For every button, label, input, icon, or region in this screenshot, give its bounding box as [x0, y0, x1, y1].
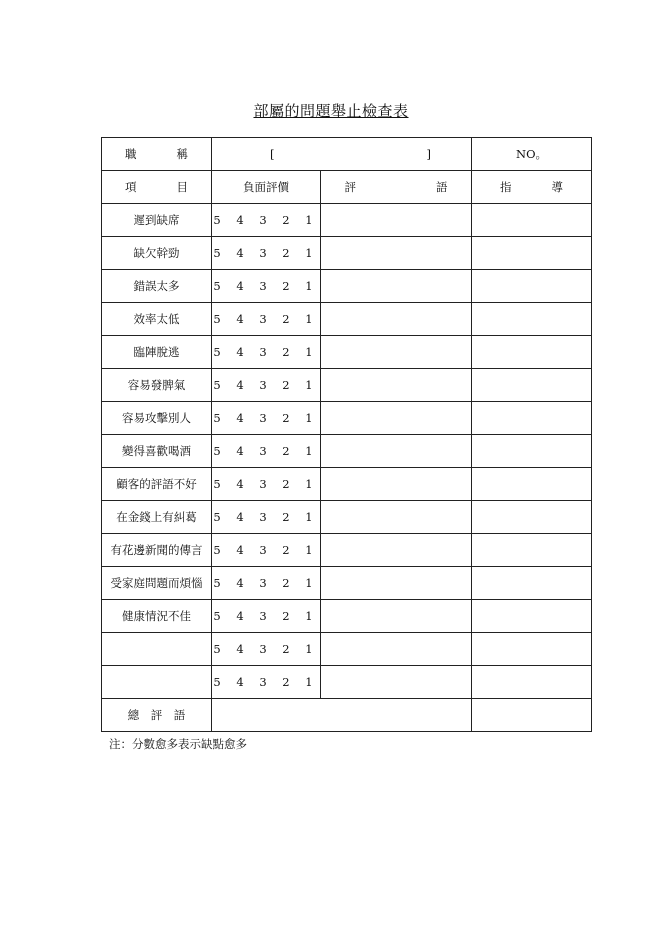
comment-cell[interactable]	[321, 402, 472, 435]
table-row	[102, 336, 592, 369]
comment-cell[interactable]	[321, 600, 472, 633]
guidance-cell[interactable]	[472, 402, 592, 435]
form-note: 注：分數愈多表示缺點愈多	[109, 737, 247, 751]
table-row	[102, 303, 592, 336]
number-field[interactable]	[472, 138, 592, 171]
item-label: 顧客的評語不好	[102, 468, 212, 501]
comment-cell[interactable]	[321, 534, 472, 567]
table-row	[102, 204, 592, 237]
inspection-form-table	[101, 137, 592, 732]
item-label: 臨陣脫逃	[102, 336, 212, 369]
comment-cell[interactable]	[321, 501, 472, 534]
comment-cell[interactable]	[321, 468, 472, 501]
guidance-cell[interactable]	[472, 600, 592, 633]
number-label: NO。	[516, 147, 547, 161]
item-label	[102, 666, 212, 699]
guidance-cell[interactable]	[472, 336, 592, 369]
item-label: 有花邊新聞的傳言	[102, 534, 212, 567]
comment-cell[interactable]	[321, 336, 472, 369]
score-scale[interactable]: 5 4 3 2 1	[212, 567, 321, 600]
job-title-label: 職 稱	[102, 138, 212, 171]
score-scale[interactable]: 5 4 3 2 1	[212, 303, 321, 336]
score-scale[interactable]: 5 4 3 2 1	[212, 468, 321, 501]
column-comment: 評 語	[321, 171, 472, 204]
guidance-cell[interactable]	[472, 237, 592, 270]
score-scale[interactable]: 5 4 3 2 1	[212, 204, 321, 237]
item-label: 變得喜歡喝酒	[102, 435, 212, 468]
summary-row	[102, 699, 592, 732]
item-label: 在金錢上有糾葛	[102, 501, 212, 534]
guidance-cell[interactable]	[472, 468, 592, 501]
column-guidance: 指 導	[472, 171, 592, 204]
item-label: 容易攻擊別人	[102, 402, 212, 435]
comment-cell[interactable]	[321, 666, 472, 699]
job-title-field[interactable]: [ ]	[212, 138, 472, 171]
table-row	[102, 666, 592, 699]
item-label: 容易發脾氣	[102, 369, 212, 402]
comment-cell[interactable]	[321, 270, 472, 303]
score-scale[interactable]: 5 4 3 2 1	[212, 402, 321, 435]
score-scale[interactable]: 5 4 3 2 1	[212, 237, 321, 270]
table-row	[102, 468, 592, 501]
score-scale[interactable]: 5 4 3 2 1	[212, 633, 321, 666]
table-row	[102, 567, 592, 600]
item-label: 效率太低	[102, 303, 212, 336]
item-label: 錯誤太多	[102, 270, 212, 303]
guidance-cell[interactable]	[472, 534, 592, 567]
table-row	[102, 633, 592, 666]
guidance-cell[interactable]	[472, 369, 592, 402]
form-title: 部屬的問題舉止檢查表	[253, 102, 409, 120]
comment-cell[interactable]	[321, 435, 472, 468]
table-row	[102, 600, 592, 633]
table-row	[102, 435, 592, 468]
column-header-row	[102, 171, 592, 204]
guidance-cell[interactable]	[472, 303, 592, 336]
comment-cell[interactable]	[321, 204, 472, 237]
score-scale[interactable]: 5 4 3 2 1	[212, 270, 321, 303]
guidance-cell[interactable]	[472, 501, 592, 534]
guidance-cell[interactable]	[472, 270, 592, 303]
guidance-cell[interactable]	[472, 567, 592, 600]
table-row	[102, 501, 592, 534]
score-scale[interactable]: 5 4 3 2 1	[212, 369, 321, 402]
comment-cell[interactable]	[321, 567, 472, 600]
item-label: 遲到缺席	[102, 204, 212, 237]
score-scale[interactable]: 5 4 3 2 1	[212, 336, 321, 369]
item-label: 缺欠幹勁	[102, 237, 212, 270]
item-label	[102, 633, 212, 666]
summary-label: 總 評 語	[102, 699, 212, 732]
guidance-cell[interactable]	[472, 435, 592, 468]
guidance-cell[interactable]	[472, 633, 592, 666]
table-row	[102, 534, 592, 567]
item-label: 健康情況不佳	[102, 600, 212, 633]
table-row	[102, 369, 592, 402]
header-row	[102, 138, 592, 171]
comment-cell[interactable]	[321, 633, 472, 666]
table-row	[102, 402, 592, 435]
guidance-cell[interactable]	[472, 666, 592, 699]
comment-cell[interactable]	[321, 237, 472, 270]
comment-cell[interactable]	[321, 303, 472, 336]
summary-comment-cell[interactable]	[212, 699, 472, 732]
column-item: 項 目	[102, 171, 212, 204]
score-scale[interactable]: 5 4 3 2 1	[212, 435, 321, 468]
item-label: 受家庭問題而煩惱	[102, 567, 212, 600]
table-row	[102, 237, 592, 270]
column-negative-eval: 負面評價	[212, 171, 321, 204]
comment-cell[interactable]	[321, 369, 472, 402]
score-scale[interactable]: 5 4 3 2 1	[212, 600, 321, 633]
score-scale[interactable]: 5 4 3 2 1	[212, 501, 321, 534]
score-scale[interactable]: 5 4 3 2 1	[212, 534, 321, 567]
summary-guidance-cell[interactable]	[472, 699, 592, 732]
guidance-cell[interactable]	[472, 204, 592, 237]
score-scale[interactable]: 5 4 3 2 1	[212, 666, 321, 699]
table-row	[102, 270, 592, 303]
